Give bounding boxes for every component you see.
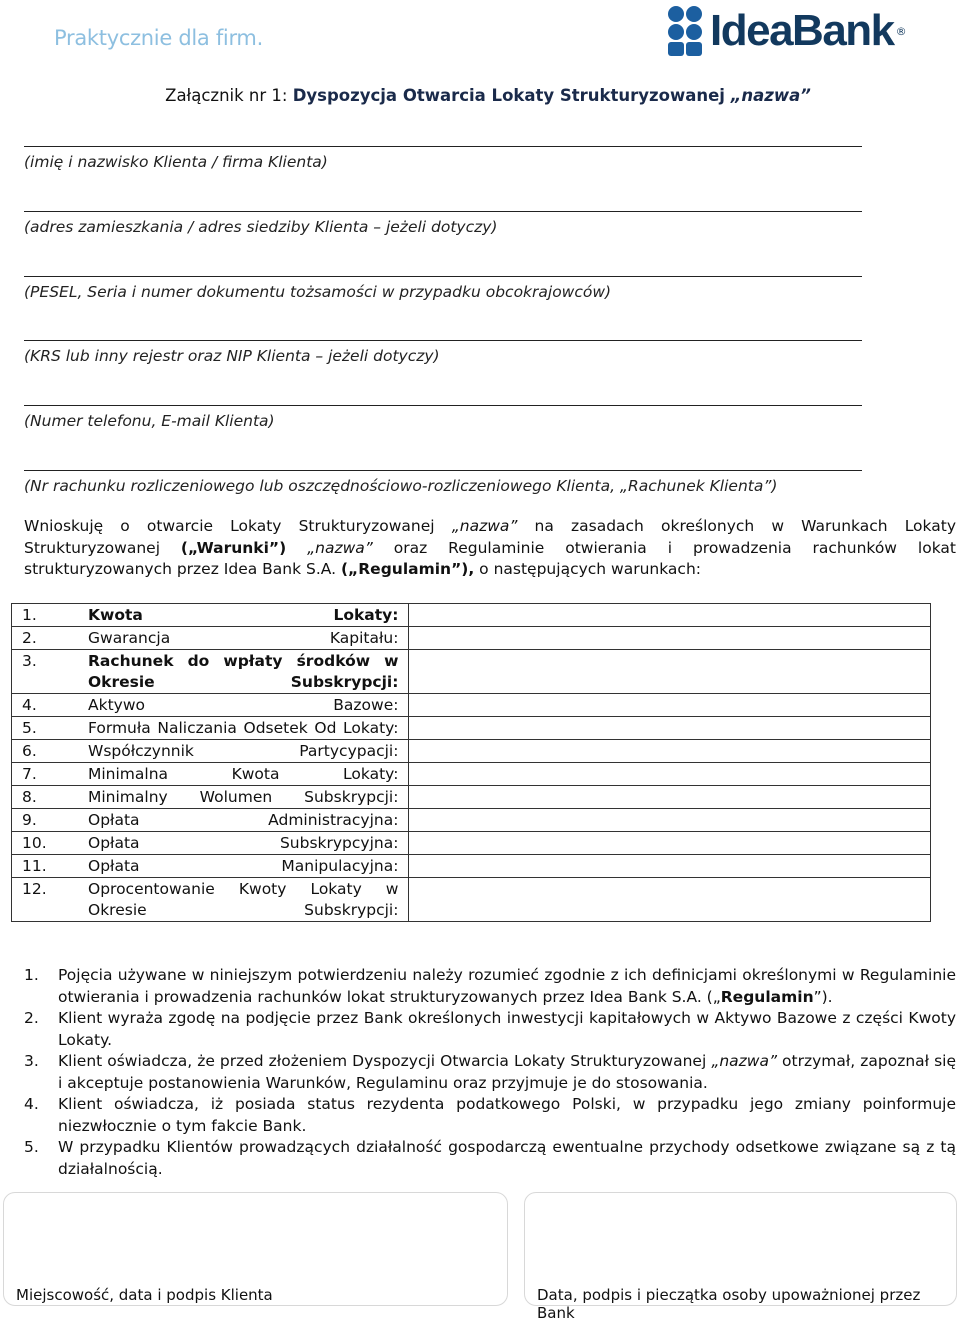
term-label-cell xyxy=(12,809,409,832)
product-name: „nazwa” xyxy=(711,1052,778,1070)
regulamin-term: Regulamin xyxy=(720,987,814,1006)
term-label-cell xyxy=(12,878,409,922)
field-label: (imię i nazwisko Klienta / firma Klienta) xyxy=(24,153,328,171)
term-number: 7. xyxy=(22,765,37,783)
regulamin-term: („Regulamin”), xyxy=(340,560,475,578)
term-number: 3. xyxy=(22,652,37,670)
term-value-cell[interactable] xyxy=(409,650,931,694)
intro-text: Wnioskuję o otwarcie Lokaty Strukturyzowanej xyxy=(24,517,452,535)
title-prefix: Załącznik nr 1: xyxy=(165,86,293,105)
term-number: 9. xyxy=(22,811,37,829)
term-number: 2. xyxy=(22,629,37,647)
terms-row xyxy=(12,604,931,627)
client-address-field[interactable] xyxy=(24,211,862,236)
terms-row xyxy=(12,717,931,740)
fill-line[interactable] xyxy=(24,340,862,341)
note-end: ”). xyxy=(813,987,833,1006)
terms-row xyxy=(12,878,931,922)
term-value-cell[interactable] xyxy=(409,740,931,763)
term-label-cell xyxy=(12,740,409,763)
field-label: (PESEL, Seria i numer dokumentu tożsamości w przypadku obcokrajowców) xyxy=(24,283,612,301)
term-number: 5. xyxy=(22,719,37,737)
terms-row xyxy=(12,740,931,763)
terms-row xyxy=(12,855,931,878)
client-signature-label: Miejscowość, data i podpis Klienta xyxy=(16,1286,273,1304)
term-value-cell[interactable] xyxy=(409,694,931,717)
field-label: (KRS lub inny rejestr oraz NIP Klienta – jeżeli dotyczy) xyxy=(24,347,440,365)
term-label-cell xyxy=(12,604,409,627)
product-name: „nazwa” xyxy=(307,538,373,557)
terms-row xyxy=(12,650,931,694)
term-label: Opłata Manipulacyjna: xyxy=(88,857,399,875)
client-id-field[interactable] xyxy=(24,276,862,301)
fill-line[interactable] xyxy=(24,146,862,147)
term-label-cell xyxy=(12,855,409,878)
note-number: 3. xyxy=(24,1052,39,1070)
term-value-cell[interactable] xyxy=(409,809,931,832)
note-number: 5. xyxy=(24,1138,39,1156)
deposit-terms-table xyxy=(11,603,931,922)
term-label: Minimalna Kwota Lokaty: xyxy=(88,765,399,783)
term-label: Rachunek do wpłaty środków w Okresie Subskrypcji: xyxy=(88,652,399,691)
terms-row xyxy=(12,809,931,832)
client-name-field[interactable] xyxy=(24,146,862,171)
term-number: 1. xyxy=(22,606,37,624)
fill-line[interactable] xyxy=(24,405,862,406)
field-label: (adres zamieszkania / adres siedziby Klienta – jeżeli dotyczy) xyxy=(24,218,498,236)
terms-row xyxy=(12,627,931,650)
term-label: Aktywo Bazowe: xyxy=(88,696,399,714)
term-value-cell[interactable] xyxy=(409,717,931,740)
term-value-cell[interactable] xyxy=(409,604,931,627)
term-label-cell xyxy=(12,763,409,786)
client-krs-nip-field[interactable] xyxy=(24,340,862,365)
note-body: Pojęcia używane w niniejszym potwierdzeniu należy rozumieć zgodnie z ich definicjami określonymi w Regulaminie otwierania i prowadzenia rachunków lokat strukturyzowanych przez Idea Bank S.A. („ xyxy=(58,966,956,1006)
logo-wordmark: IdeaBank xyxy=(710,6,894,55)
terms-row xyxy=(12,786,931,809)
term-label: Gwarancja Kapitału: xyxy=(88,629,399,647)
intro-text xyxy=(286,539,307,557)
page-header xyxy=(0,0,960,62)
warunki-term: („Warunki”) xyxy=(180,538,287,557)
term-number: 6. xyxy=(22,742,37,760)
term-number: 11. xyxy=(22,857,47,875)
term-value-cell[interactable] xyxy=(409,763,931,786)
intro-text: oraz Regulaminie otwierania i prowadzenia rachunków lokat strukturyzowanych przez Idea Bank S.A. xyxy=(24,538,956,578)
term-label-cell xyxy=(12,627,409,650)
note-item xyxy=(24,1137,956,1180)
client-account-field[interactable] xyxy=(24,470,862,495)
note-body: Klient oświadcza, że przed złożeniem Dyspozycji Otwarcia Lokaty Strukturyzowanej xyxy=(58,1052,712,1070)
fill-line[interactable] xyxy=(24,276,862,277)
term-label-cell xyxy=(12,694,409,717)
fill-line[interactable] xyxy=(24,211,862,212)
client-contact-field[interactable] xyxy=(24,405,862,430)
terms-row xyxy=(12,832,931,855)
field-label: (Nr rachunku rozliczeniowego lub oszczędnościowo-rozliczeniowego Klienta, „Rachunek Klienta”) xyxy=(24,477,778,495)
term-label: Kwota Lokaty: xyxy=(88,606,399,624)
bank-signature-label: Data, podpis i pieczątka osoby upoważnionej przez Bank xyxy=(537,1286,921,1322)
document-title xyxy=(0,86,960,105)
logo-registered-mark: ® xyxy=(895,24,907,38)
term-number: 10. xyxy=(22,834,47,852)
term-label: Opłata Subskrypcyjna: xyxy=(88,834,399,852)
note-item xyxy=(24,1008,956,1051)
term-value-cell[interactable] xyxy=(409,627,931,650)
term-label: Oprocentowanie Kwoty Lokaty w Okresie Subskrypcji: xyxy=(88,880,399,919)
term-number: 12. xyxy=(22,880,47,898)
note-item xyxy=(24,1094,956,1137)
logo-dots-icon xyxy=(668,6,702,56)
title-product-name: „nazwa” xyxy=(730,86,811,105)
field-label: (Numer telefonu, E-mail Klienta) xyxy=(24,412,275,430)
term-label: Opłata Administracyjna: xyxy=(88,811,399,829)
request-paragraph xyxy=(24,516,956,581)
idea-bank-logo xyxy=(668,6,907,56)
term-value-cell[interactable] xyxy=(409,832,931,855)
term-value-cell[interactable] xyxy=(409,855,931,878)
intro-text: o następujących warunkach: xyxy=(474,560,701,578)
note-item xyxy=(24,965,956,1008)
term-number: 8. xyxy=(22,788,37,806)
note-number: 2. xyxy=(24,1009,39,1027)
note-end: otrzymał, zapoznał się i akceptuje postanowienia Warunków, Regulaminu oraz przyjmuje je do stosowania. xyxy=(58,1052,956,1092)
intro-text: na zasadach określonych w Warunkach Lokaty Strukturyzowanej xyxy=(24,517,956,557)
note-text: Klient oświadcza, iż posiada status rezydenta podatkowego Polski, w przypadku jego zmiany poinformuje niezwłocznie o tym fakcie Bank. xyxy=(58,1095,956,1135)
terms-row xyxy=(12,763,931,786)
term-label-cell xyxy=(12,717,409,740)
term-value-cell[interactable] xyxy=(409,786,931,809)
product-name: „nazwa” xyxy=(451,517,518,535)
note-number: 1. xyxy=(24,966,39,984)
term-label: Formuła Naliczania Odsetek Od Lokaty: xyxy=(88,719,399,737)
term-label-cell xyxy=(12,832,409,855)
note-text: W przypadku Klientów prowadzących działalność gospodarczą ewentualne przychody odsetkowe związane są z tą działalnością. xyxy=(58,1138,956,1178)
terms-row xyxy=(12,694,931,717)
header-tagline: Praktycznie dla firm. xyxy=(54,26,263,50)
fill-line[interactable] xyxy=(24,470,862,471)
title-main: Dyspozycja Otwarcia Lokaty Strukturyzowanej xyxy=(292,86,731,105)
note-text xyxy=(58,1051,956,1094)
note-text: Klient wyraża zgodę na podjęcie przez Bank określonych inwestycji kapitałowych w Aktywo Bazowe z części Kwoty Lokaty. xyxy=(58,1009,956,1049)
term-label: Minimalny Wolumen Subskrypcji: xyxy=(88,788,399,806)
term-label: Współczynnik Partycypacji: xyxy=(88,742,399,760)
note-text xyxy=(58,965,956,1008)
term-number: 4. xyxy=(22,696,37,714)
note-item xyxy=(24,1051,956,1094)
notes-list xyxy=(24,965,956,1180)
term-label-cell xyxy=(12,650,409,694)
note-number: 4. xyxy=(24,1095,39,1113)
term-label-cell xyxy=(12,786,409,809)
term-value-cell[interactable] xyxy=(409,878,931,922)
